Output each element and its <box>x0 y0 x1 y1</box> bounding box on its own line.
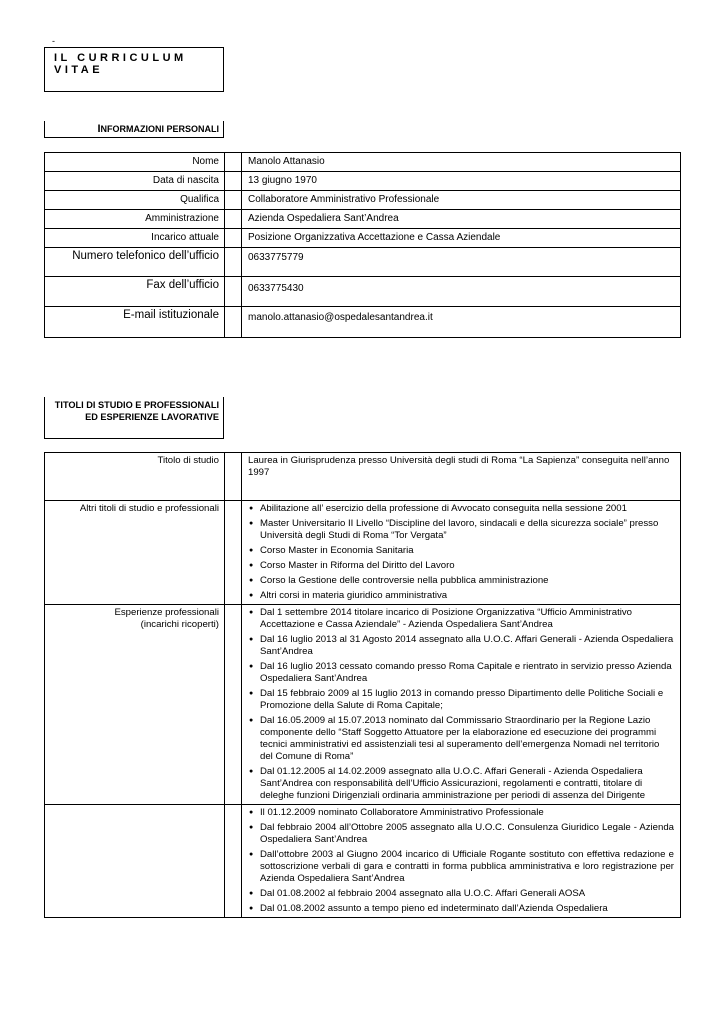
list-item: ● Corso la Gestione delle controversie nella pubblica amministrazione <box>248 575 674 587</box>
list-item: ● Dal 16 luglio 2013 al 31 Agosto 2014 assegnato alla U.O.C. Affari Generali - Azienda Ospedaliera Sant’Andrea <box>248 634 674 658</box>
row-label: Nome <box>45 153 225 172</box>
titles-row-other <box>45 501 681 605</box>
titles-row-experience <box>45 605 681 805</box>
row-label: Data di nascita <box>45 172 225 191</box>
study-label: Titolo di studio <box>45 453 225 501</box>
personal-row-nascita <box>45 172 681 191</box>
experience-label <box>45 605 225 805</box>
other-value <box>242 501 681 605</box>
personal-row-incarico <box>45 229 681 248</box>
row-value: Azienda Ospedaliera Sant’Andrea <box>242 210 681 229</box>
section-personal-rest: NFORMAZIONI PERSONALI <box>100 124 219 134</box>
experience-value-cont <box>242 805 681 918</box>
list-item: ● Dal 15 febbraio 2009 al 15 luglio 2013 in comando presso Dipartimento delle Politiche Sociali e Promozione della Salute di Roma Capitale; <box>248 688 674 712</box>
row-label: Incarico attuale <box>45 229 225 248</box>
section-personal-title <box>44 121 224 138</box>
list-item: ● Corso Master in Economia Sanitaria <box>248 545 674 557</box>
personal-row-fax <box>45 277 681 307</box>
list-item: ● Dal 01.12.2005 al 14.02.2009 assegnato alla U.O.C. Affari Generali - Azienda Ospedaliera Sant’Andrea con responsabilità dell’Ufficio Assicurazioni, regolamenti e contratti, titolare di deleghe funzioni Dirigenziali ordinaria amministrazione per periodi di assenza del Dirigente <box>248 766 674 802</box>
list-item: ● Corso Master in Riforma del Diritto del Lavoro <box>248 560 674 572</box>
row-label: Qualifica <box>45 191 225 210</box>
other-label: Altri titoli di studio e professionali <box>45 501 225 605</box>
other-list <box>248 503 674 602</box>
list-item: ● Master Universitario II Livello “Discipline del lavoro, sindacali e della sicurezza sociale” presso Università degli Studi di Roma “Tor Vergata” <box>248 518 674 542</box>
titles-row-study <box>45 453 681 501</box>
titles-row-experience-cont <box>45 805 681 918</box>
experience-label-line2: (incarichi ricoperti) <box>140 619 219 630</box>
list-item: ● Dal febbraio 2004 all’Ottobre 2005 assegnato alla U.O.C. Consulenza Giuridico Legale - Azienda Ospedaliera Sant’Andrea <box>248 822 674 846</box>
row-value: manolo.attanasio@ospedalesantandrea.it <box>242 307 681 338</box>
row-value: 0633775430 <box>242 277 681 307</box>
experience-label-line1: Esperienze professionali <box>114 607 219 618</box>
section-titles-title: TITOLI DI STUDIO E PROFESSIONALI ED ESPERIENZE LAVORATIVE <box>44 397 224 439</box>
row-value: Manolo Attanasio <box>242 153 681 172</box>
document-title: IL CURRICULUM VITAE <box>44 47 224 92</box>
list-item: ● Altri corsi in materia giuridico amministrativa <box>248 590 674 602</box>
section-personal-first-letter: I <box>97 123 101 135</box>
list-item: ● Dal 1 settembre 2014 titolare incarico di Posizione Organizzativa “Ufficio Amministrativo Accettazione e Cassa Aziendale” - Azienda Ospedaliera Sant’Andrea <box>248 607 674 631</box>
row-value: 13 giugno 1970 <box>242 172 681 191</box>
row-value: 0633775779 <box>242 248 681 277</box>
list-item: ● Dall’ottobre 2003 al Giugno 2004 incarico di Ufficiale Rogante sostituto con effettiva redazione e sottoscrizione verbali di gara e contratti in forma pubblica amministrativa e loro registrazione per Azienda Ospedaliera Sant’Andrea <box>248 849 674 885</box>
personal-row-telefono <box>45 248 681 277</box>
personal-row-nome <box>45 153 681 172</box>
list-item: ● Dal 16.05.2009 al 15.07.2013 nominato dal Commissario Straordinario per la Regione Lazio componente dello “Staff Soggetto Attuatore per la elaborazione ed esecuzione dei programmi tecnici amministrativi ed assistenziali tesi al superamento dell’emergenza Nomadi nel territorio del Comune di Roma” <box>248 715 674 763</box>
titles-table <box>44 452 681 918</box>
personal-info-table <box>44 152 681 338</box>
list-item: ● Il 01.12.2009 nominato Collaboratore Amministrativo Professionale <box>248 807 674 819</box>
personal-row-amministrazione <box>45 210 681 229</box>
personal-row-email <box>45 307 681 338</box>
header-dot: - <box>52 36 55 46</box>
list-item: ● Dal 16 luglio 2013 cessato comando presso Roma Capitale e rientrato in servizio presso Azienda Ospedaliera Sant’Andrea <box>248 661 674 685</box>
experience-list <box>248 607 674 802</box>
row-label: E-mail istituzionale <box>45 307 225 338</box>
study-value: Laurea in Giurisprudenza presso Università degli studi di Roma “La Sapienza” conseguita nell’anno 1997 <box>242 453 681 501</box>
row-label: Fax dell’ufficio <box>45 277 225 307</box>
personal-row-qualifica <box>45 191 681 210</box>
experience-list-cont <box>248 807 674 915</box>
list-item: ● Dal 01.08.2002 al febbraio 2004 assegnato alla U.O.C. Affari Generali AOSA <box>248 888 674 900</box>
list-item: ● Abilitazione all’ esercizio della professione di Avvocato conseguita nella sessione 2001 <box>248 503 674 515</box>
row-label: Numero telefonico dell’ufficio <box>45 248 225 277</box>
experience-value <box>242 605 681 805</box>
row-value: Posizione Organizzativa Accettazione e Cassa Aziendale <box>242 229 681 248</box>
list-item: ● Dal 01.08.2002 assunto a tempo pieno ed indeterminato dall’Azienda Ospedaliera <box>248 903 674 915</box>
row-value: Collaboratore Amministrativo Professionale <box>242 191 681 210</box>
row-label: Amministrazione <box>45 210 225 229</box>
